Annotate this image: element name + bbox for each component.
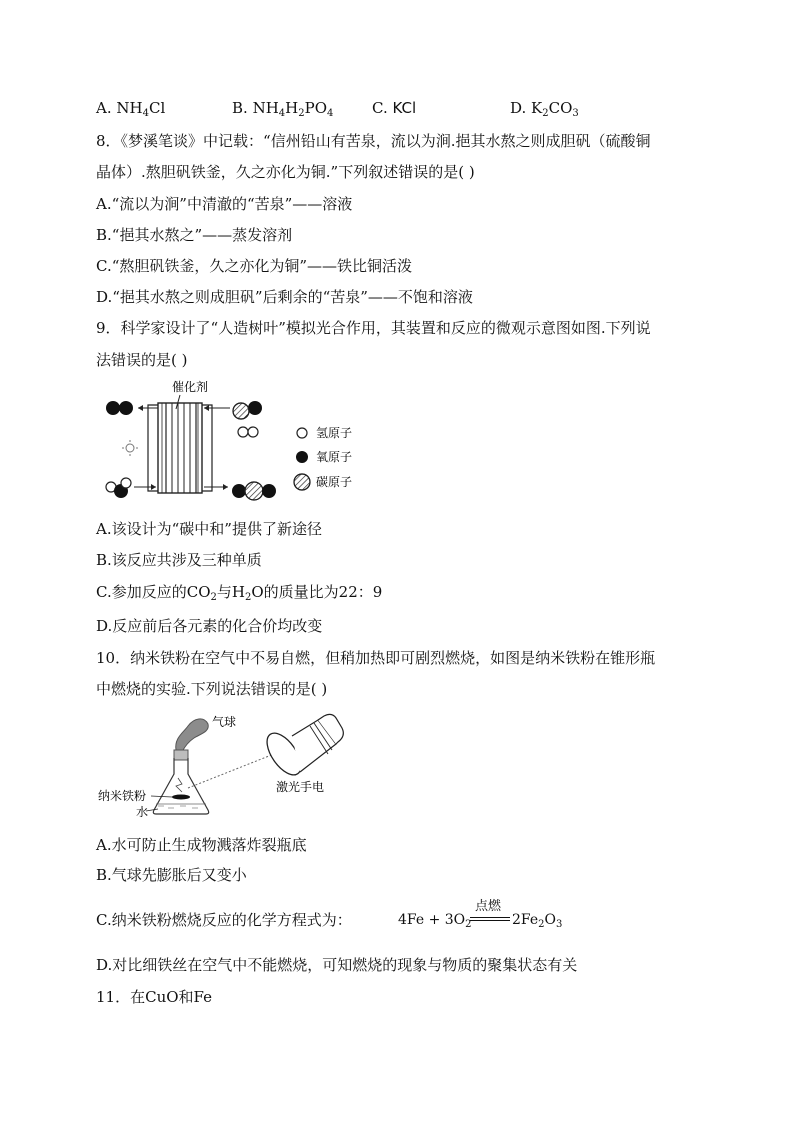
product-molecule xyxy=(232,482,276,500)
q10-option-c: C.纳米铁粉燃烧反应的化学方程式为： xyxy=(96,911,352,929)
q8-option-b: B.“挹其水熬之”——蒸发溶剂 xyxy=(96,226,293,244)
leaf-device xyxy=(148,403,212,493)
figure-legend xyxy=(294,426,352,490)
q9-option-d: D.反应前后各元素的化合价均改变 xyxy=(96,617,323,635)
iron-powder xyxy=(172,795,190,800)
q10-option-d: D.对比细铁丝在空气中不能燃烧，可知燃烧的现象与物质的聚集状态有关 xyxy=(96,956,578,974)
arrow-in-bottom-left xyxy=(134,484,156,490)
water-label: 水 xyxy=(136,805,149,819)
q7-option-b: B. $NH_4H_2PO_4$ xyxy=(232,99,334,119)
equation-line-bottom xyxy=(470,920,510,921)
q9-option-c: C.参加反应的$CO_2$与$H_2O$的质量比为22：9 xyxy=(96,583,383,603)
q8-option-a: A.“流以为涧”中清澈的“苦泉”——溶液 xyxy=(96,195,353,213)
nano-iron-combustion-figure xyxy=(96,710,356,825)
laser-label: 激光手电 xyxy=(276,780,325,794)
arrow-out-bottom-right xyxy=(204,484,228,490)
q8-stem-line2: 晶体）.熬胆矾铁釜，久之亦化为铜.”下列叙述错误的是( ) xyxy=(96,163,475,181)
equation-condition: 点燃 xyxy=(475,899,502,914)
q8-stem-line1: 8．《梦溪笔谈》中记载：“信州铅山有苦泉，流以为涧.挹其水熬之则成胆矾（硫酸铜 xyxy=(96,132,651,150)
equation-left: $4Fe + 3O_2$ xyxy=(398,912,472,930)
laser-beam xyxy=(188,754,274,788)
q10-stem-line2: 中燃烧的实验.下列说法错误的是( ) xyxy=(96,680,328,698)
hydrogen-molecule xyxy=(238,427,258,437)
balloon xyxy=(176,719,209,752)
q7-option-a: A. $NH_4Cl$ xyxy=(96,99,166,119)
water-molecule xyxy=(106,478,131,498)
q8-option-d: D.“挹其水熬之则成胆矾”后剩余的“苦泉”——不饱和溶液 xyxy=(96,288,473,306)
iron-powder-label: 纳米铁粉 xyxy=(98,789,147,803)
spark-icon xyxy=(176,778,182,792)
balloon-label: 气球 xyxy=(212,715,237,729)
sun-icon xyxy=(122,440,138,456)
q10-stem-line1: 10．纳米铁粉在空气中不易自燃，但稍加热即可剧烈燃烧，如图是纳米铁粉在锥形瓶 xyxy=(96,649,656,667)
q9-option-b: B.该反应共涉及三种单质 xyxy=(96,551,262,569)
catalyst-label: 催化剂 xyxy=(172,380,209,394)
oxygen-molecule xyxy=(106,401,133,415)
legend-oxygen: 氧原子 xyxy=(316,450,353,464)
carbon-dioxide-molecule xyxy=(233,401,262,419)
q8-option-c: C.“熬胆矾铁釜，久之亦化为铜”——铁比铜活泼 xyxy=(96,257,413,275)
q9-stem-line1: 9．科学家设计了“人造树叶”模拟光合作用，其装置和反应的微观示意图如图.下列说 xyxy=(96,319,651,337)
legend-oxygen-icon xyxy=(296,451,308,463)
equation-right: $2Fe_2O_3$ xyxy=(512,912,563,930)
legend-carbon: 碳原子 xyxy=(316,475,353,489)
q9-option-a: A.该设计为“碳中和”提供了新途径 xyxy=(96,520,322,538)
combustion-equation xyxy=(398,895,563,931)
legend-hydrogen-icon xyxy=(297,428,307,438)
q7-option-c: C. KCl xyxy=(372,99,417,117)
q10-option-a: A.水可防止生成物溅落炸裂瓶底 xyxy=(96,836,307,854)
q7-option-d: D. $K_2CO_3$ xyxy=(510,99,579,119)
conical-flask xyxy=(153,758,208,814)
artificial-leaf-figure xyxy=(100,375,370,505)
laser-flashlight xyxy=(260,714,343,780)
q11-stem: 11．在CuO和Fe xyxy=(96,988,212,1006)
q9-stem-line2: 法错误的是( ) xyxy=(96,351,188,369)
q10-option-b: B.气球先膨胀后又变小 xyxy=(96,866,247,884)
equation-line-top xyxy=(470,917,510,918)
legend-hydrogen: 氢原子 xyxy=(316,426,353,440)
arrow-in-top-right xyxy=(204,405,230,411)
stopper xyxy=(174,750,188,760)
